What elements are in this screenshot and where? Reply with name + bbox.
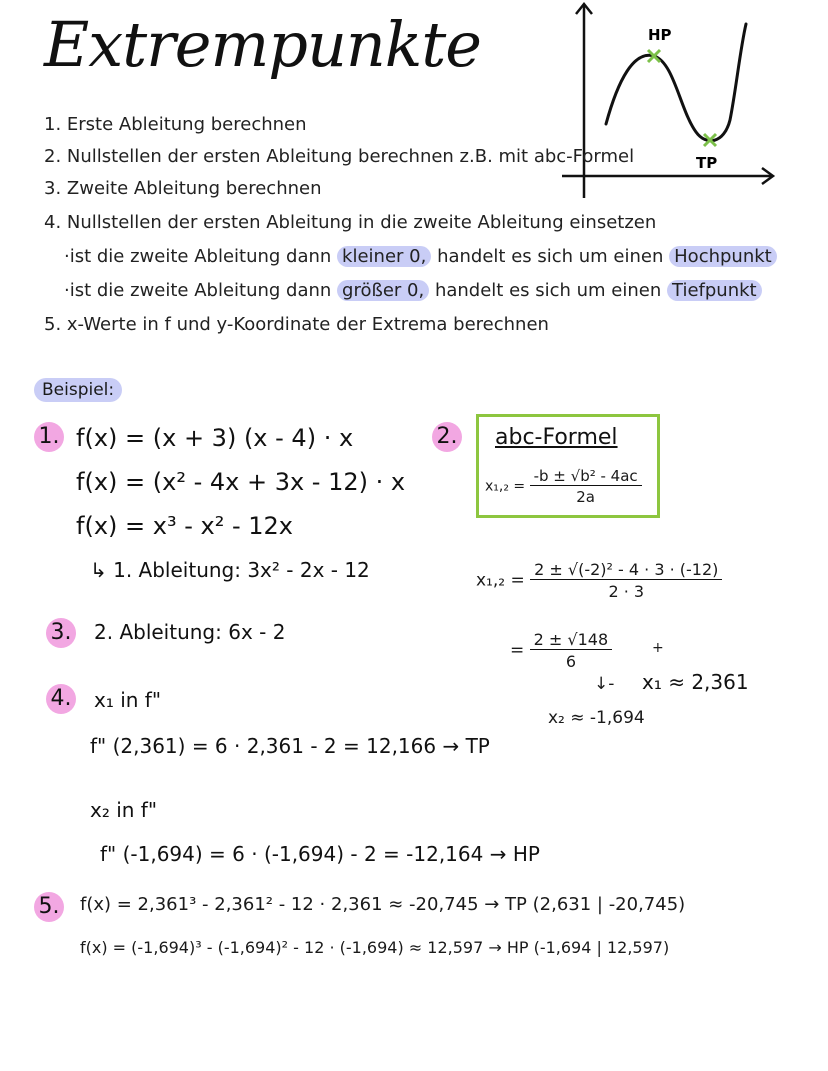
num-badge-3: 3. [46, 618, 76, 648]
abc-title: abc-Formel [495, 425, 618, 450]
abc-lhs: x₁,₂ = [485, 478, 526, 495]
highlight: Hochpunkt [669, 246, 777, 267]
calc-line1 [476, 560, 722, 601]
ex4-line3: x₂ in f" [90, 798, 158, 822]
step-1: 1. Erste Ableitung berechnen [44, 114, 307, 135]
ex1-line4: ↳ 1. Ableitung: 3x² - 2x - 12 [90, 558, 370, 582]
rule-text: ·ist die zweite Ableitung dann [64, 246, 332, 267]
ex1-line3: f(x) = x³ - x² - 12x [76, 512, 293, 540]
calc-fraction-1: $\frac{\text{2 ± √(-2)² - 4 · 3 · (-12)}}{2 \cdot 3}$ [530, 560, 722, 601]
step-3: 3. Zweite Ableitung berechnen [44, 178, 322, 199]
extrema-sketch [556, 0, 786, 200]
calc-x1: x₁ ≈ 2,361 [642, 670, 749, 694]
highlight: kleiner 0, [337, 246, 431, 267]
calc-lhs: x₁,₂ = [476, 570, 525, 591]
calc-x2: x₂ ≈ -1,694 [548, 708, 645, 728]
step-5: 5. x-Werte in f und y-Koordinate der Extrema berechnen [44, 314, 549, 335]
num-badge-4: 4. [46, 684, 76, 714]
abc-formula [485, 467, 642, 506]
calc-fraction-2: $\frac{2 \pm √148}{6}$ [530, 630, 613, 671]
highlight: Tiefpunkt [667, 280, 762, 301]
num-badge-5: 5. [34, 892, 64, 922]
num-badge-1: 1. [34, 422, 64, 452]
highlight: größer 0, [337, 280, 429, 301]
ex1-line1: f(x) = (x + 3) (x - 4) · x [76, 424, 354, 452]
abc-fraction: $\frac{\text{-b ± √b² - 4ac}}{2a}$ [530, 467, 642, 506]
rule-text: ·ist die zweite Ableitung dann [64, 280, 332, 301]
ex1-line2: f(x) = (x² - 4x + 3x - 12) · x [76, 468, 406, 496]
ex3-line: 2. Ableitung: 6x - 2 [94, 620, 286, 644]
calc-line2 [510, 630, 612, 671]
step-4: 4. Nullstellen der ersten Ableitung in die zweite Ableitung einsetzen [44, 212, 657, 233]
rule-text: handelt es sich um einen [437, 246, 664, 267]
step-2: 2. Nullstellen der ersten Ableitung berechnen z.B. mit abc-Formel [44, 146, 635, 167]
num-badge-2: 2. [432, 422, 462, 452]
page-title: Extrempunkte [44, 8, 481, 81]
calc-minus: ↓- [594, 674, 615, 694]
calc-plus: + [652, 640, 664, 656]
beispiel-label: Beispiel: [34, 378, 122, 402]
rule-text: handelt es sich um einen [434, 280, 662, 301]
rule-tiefpunkt [64, 280, 762, 301]
hp-label: HP [648, 26, 672, 44]
rule-hochpunkt [64, 246, 777, 267]
ex5-line2: f(x) = (-1,694)³ - (-1,694)² - 12 · (-1,694) ≈ 12,597 → HP (-1,694 | 12,597) [80, 938, 670, 957]
ex4-line4: f" (-1,694) = 6 · (-1,694) - 2 = -12,164 → HP [100, 842, 540, 866]
ex4-line1: x₁ in f" [94, 688, 162, 712]
curve [606, 24, 746, 141]
calc-eq: = [510, 640, 525, 661]
tp-label: TP [696, 154, 718, 172]
abc-formula-box [476, 414, 660, 518]
ex5-line1: f(x) = 2,361³ - 2,361² - 12 · 2,361 ≈ -20,745 → TP (2,631 | -20,745) [80, 894, 686, 915]
ex4-line2: f" (2,361) = 6 · 2,361 - 2 = 12,166 → TP [90, 734, 490, 758]
